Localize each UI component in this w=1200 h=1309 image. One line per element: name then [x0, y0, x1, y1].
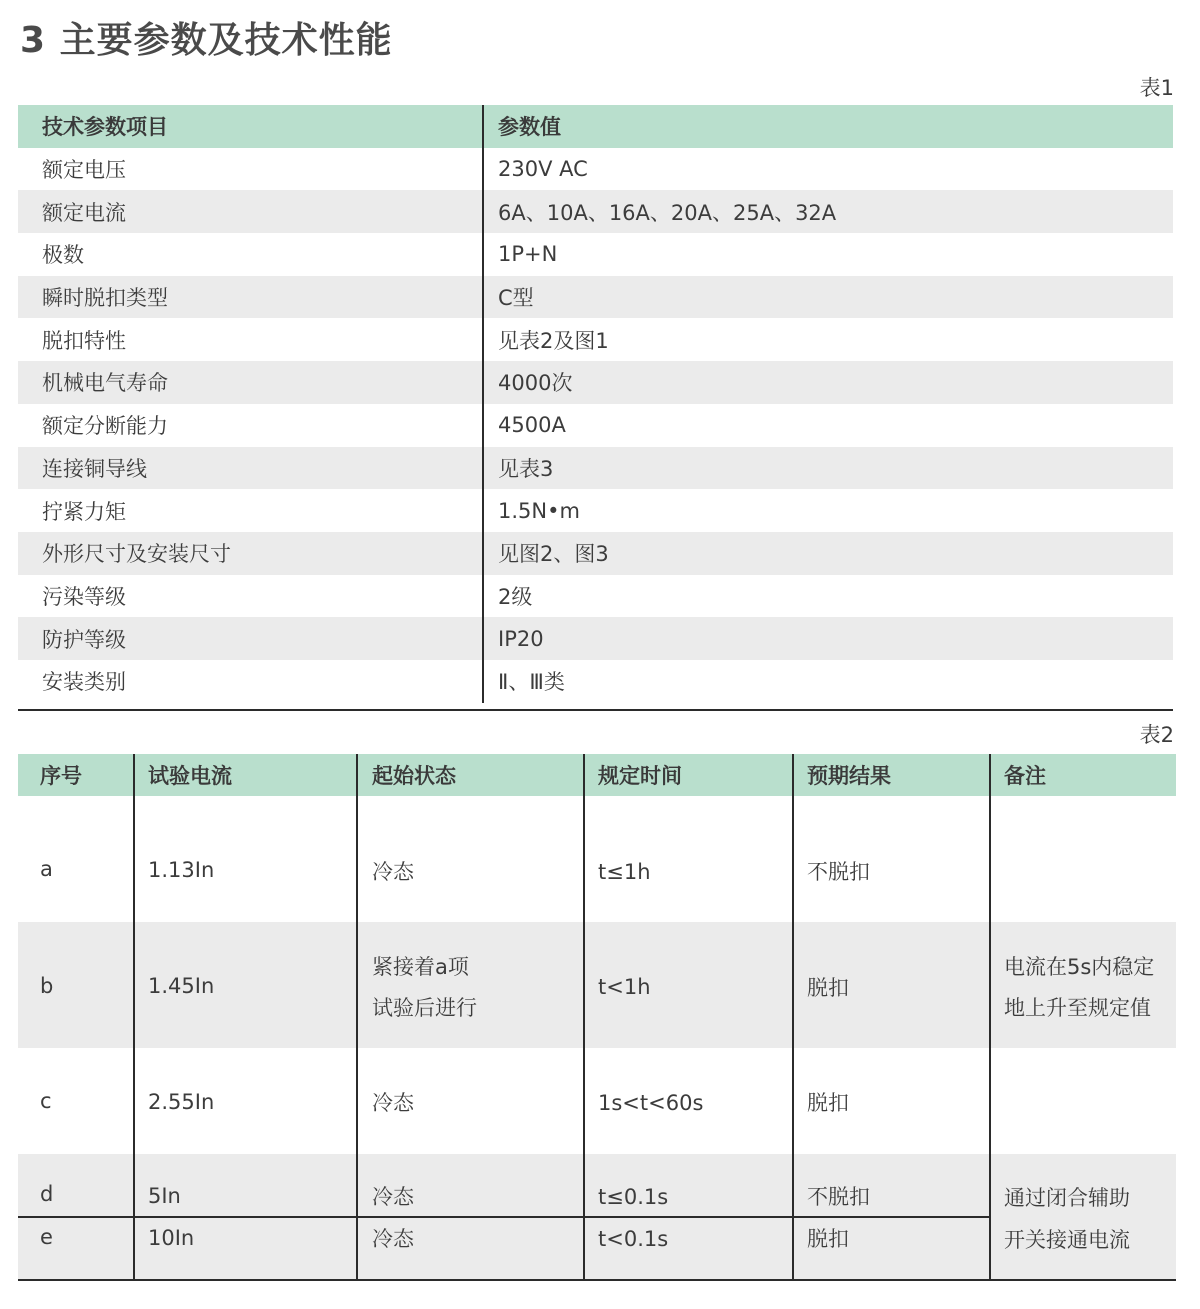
- table1-caption: 表1: [1139, 76, 1174, 100]
- table-row: [18, 190, 1173, 233]
- param-name: 外形尺寸及安装尺寸: [18, 532, 484, 575]
- header-result: 预期结果: [807, 764, 891, 788]
- cell-state-line2: 试验后进行: [372, 996, 477, 1020]
- header-current: 试验电流: [148, 764, 232, 788]
- column-divider: [133, 754, 135, 1281]
- param-name: 机械电气寿命: [18, 361, 484, 404]
- cell-state: 冷态: [372, 1091, 414, 1115]
- table-row: [18, 447, 1173, 490]
- table-row: [18, 575, 1173, 618]
- cell-current: 10In: [148, 1226, 195, 1250]
- param-name: 安装类别: [18, 660, 484, 703]
- param-name: 极数: [18, 233, 484, 276]
- param-value: 2级: [498, 584, 533, 609]
- column-divider: [792, 754, 794, 1281]
- param-value: 1P+N: [498, 242, 558, 267]
- header-seq: 序号: [40, 764, 82, 788]
- table-row: [18, 404, 1173, 447]
- param-value: 230V AC: [498, 157, 588, 182]
- param-value: 见图2、图3: [498, 542, 609, 567]
- param-value: 1.5N•m: [498, 498, 580, 523]
- cell-result: 不脱扣: [807, 1185, 870, 1209]
- param-name: 额定电压: [18, 148, 484, 191]
- table-row: [18, 233, 1173, 276]
- table2-header-row: [18, 754, 1176, 796]
- table-row: [18, 318, 1173, 361]
- table1-header-value: 参数值: [498, 115, 561, 140]
- param-name: 防护等级: [18, 617, 484, 660]
- parameters-table: [18, 105, 1173, 703]
- column-divider: [989, 754, 991, 1281]
- cell-result: 脱扣: [807, 976, 849, 1000]
- table2-bottom-rule: [18, 1279, 1176, 1281]
- param-value: 见表2及图1: [498, 328, 609, 353]
- column-divider: [583, 754, 585, 1281]
- param-value: C型: [498, 286, 534, 311]
- table1-header-row: [18, 105, 1173, 148]
- param-name: 连接铜导线: [18, 447, 484, 490]
- table1-bottom-rule: [18, 709, 1173, 711]
- cell-time: 1s<t<60s: [598, 1091, 704, 1115]
- trip-characteristics-table: [18, 754, 1176, 1281]
- cell-seq: d: [40, 1182, 54, 1206]
- cell-time: t<1h: [598, 975, 651, 999]
- table1-header-param: 技术参数项目: [18, 105, 484, 148]
- cell-result: 不脱扣: [807, 860, 870, 884]
- header-state: 起始状态: [372, 764, 456, 788]
- param-value: 4500A: [498, 413, 566, 438]
- cell-result: 脱扣: [807, 1091, 849, 1115]
- merged-note-line1: 通过闭合辅助: [1004, 1186, 1130, 1210]
- param-value: 见表3: [498, 456, 554, 481]
- cell-time: t≤0.1s: [598, 1185, 669, 1209]
- param-value: Ⅱ、Ⅲ类: [498, 670, 565, 695]
- header-time: 规定时间: [598, 764, 682, 788]
- table-row: [18, 361, 1173, 404]
- table-row: [18, 532, 1173, 575]
- cell-time: t<0.1s: [598, 1227, 669, 1251]
- param-name: 瞬时脱扣类型: [18, 276, 484, 319]
- cell-note-line1: 电流在5s内稳定: [1004, 955, 1155, 979]
- cell-current: 1.13In: [148, 858, 215, 882]
- cell-current: 5In: [148, 1184, 181, 1208]
- param-name: 污染等级: [18, 575, 484, 618]
- cell-state: 冷态: [372, 860, 414, 884]
- cell-seq: c: [40, 1089, 52, 1113]
- table-row: [18, 489, 1173, 532]
- param-name: 拧紧力矩: [18, 489, 484, 532]
- table-row: [18, 276, 1173, 319]
- param-value: 4000次: [498, 371, 573, 396]
- param-name: 额定电流: [18, 190, 484, 233]
- cell-result: 脱扣: [807, 1227, 849, 1251]
- cell-seq: b: [40, 974, 54, 998]
- cell-time: t≤1h: [598, 860, 651, 884]
- param-value: IP20: [498, 626, 544, 651]
- param-value: 6A、10A、16A、20A、25A、32A: [498, 200, 837, 225]
- cell-current: 1.45In: [148, 974, 215, 998]
- param-name: 额定分断能力: [18, 404, 484, 447]
- cell-state-line1: 紧接着a项: [372, 955, 469, 979]
- section-heading: 3 主要参数及技术性能: [20, 20, 393, 61]
- cell-note-line2: 地上升至规定值: [1004, 996, 1151, 1020]
- table-row: [18, 148, 1173, 191]
- cell-current: 2.55In: [148, 1090, 215, 1114]
- merged-note-line2: 开关接通电流: [1004, 1228, 1130, 1252]
- column-divider: [356, 754, 358, 1281]
- cell-state: 冷态: [372, 1227, 414, 1251]
- cell-seq: e: [40, 1225, 53, 1249]
- param-name: 脱扣特性: [18, 318, 484, 361]
- cell-seq: a: [40, 857, 53, 881]
- table-row: [18, 617, 1173, 660]
- header-note: 备注: [1004, 764, 1046, 788]
- table-row: [18, 660, 1173, 703]
- table2-caption: 表2: [1139, 723, 1174, 747]
- cell-state: 冷态: [372, 1185, 414, 1209]
